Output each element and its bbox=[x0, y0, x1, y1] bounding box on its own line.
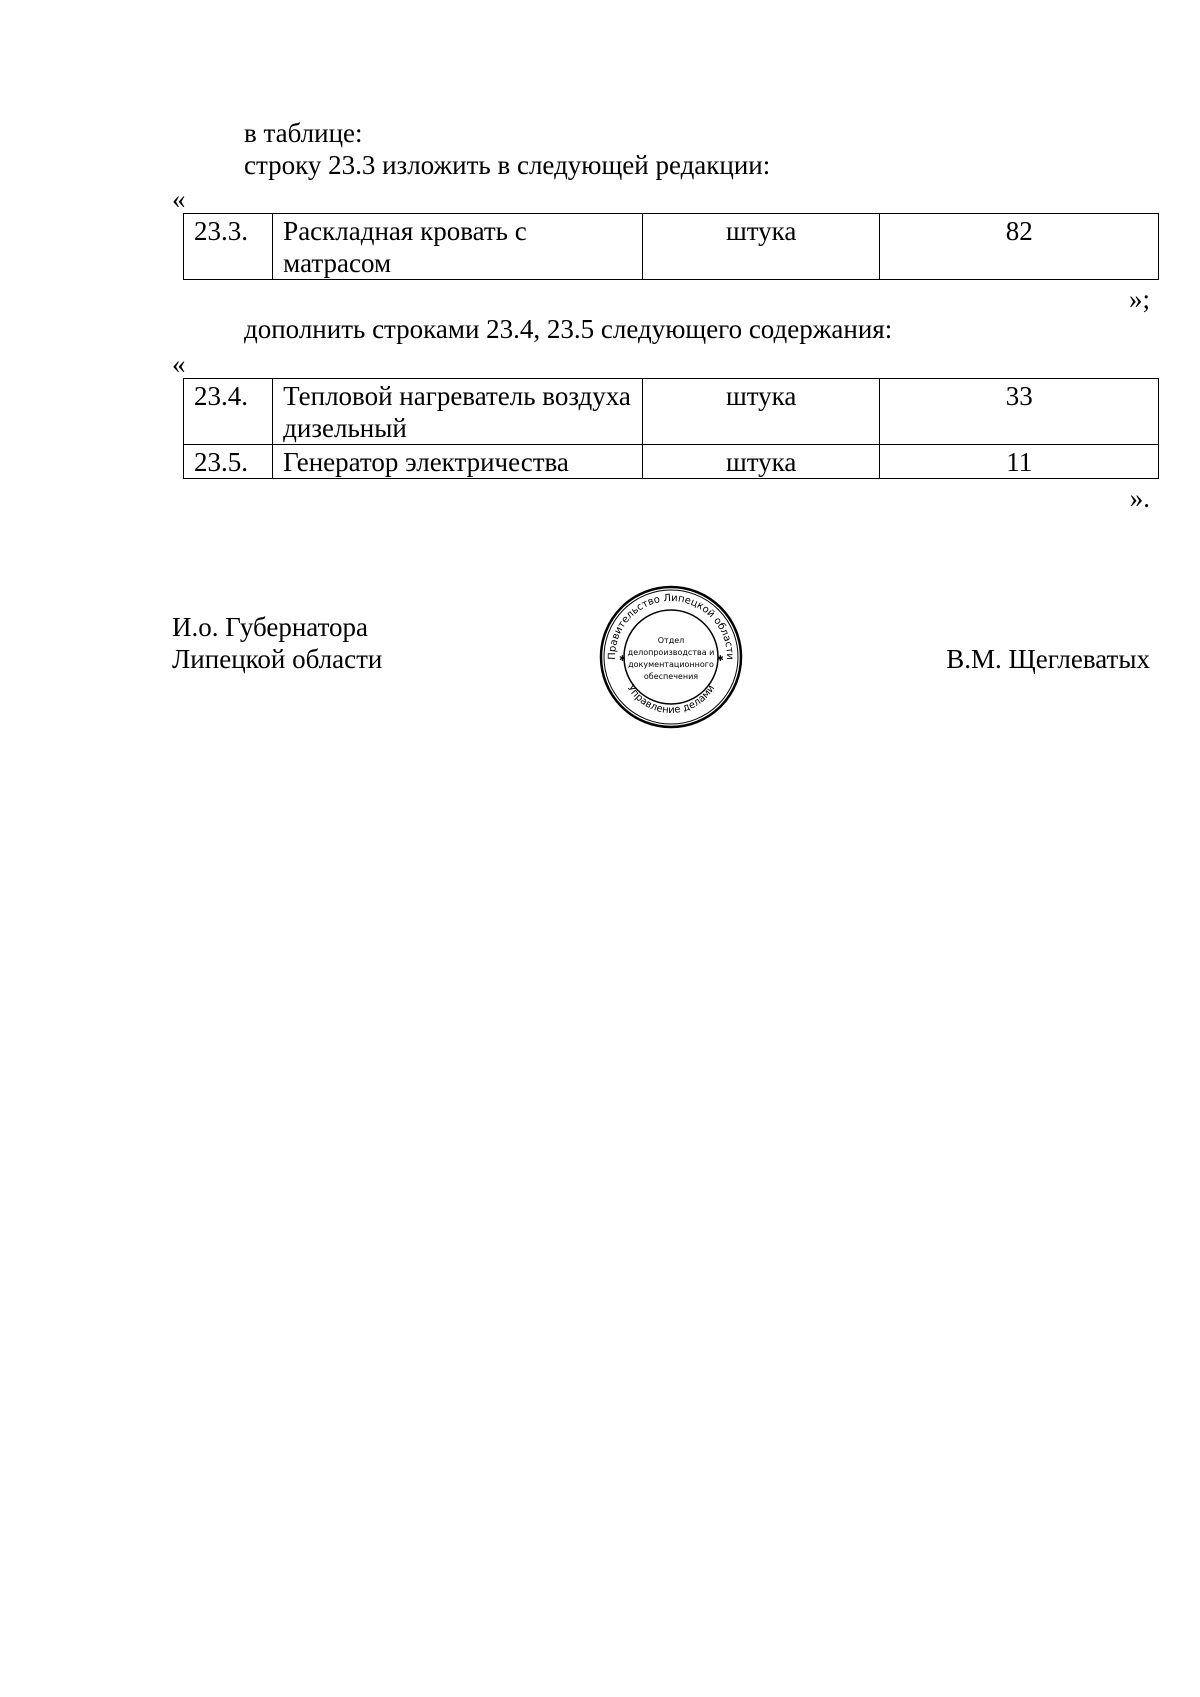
row-name: Раскладная кровать с матрасом bbox=[273, 214, 643, 280]
row-unit: штука bbox=[642, 445, 879, 479]
row-quantity: 11 bbox=[880, 445, 1159, 479]
svg-text:Управление делами bbox=[625, 683, 717, 716]
table-row bbox=[184, 445, 1159, 479]
intro-line-2: строку 23.3 изложить в следующей редакции: bbox=[244, 150, 771, 180]
stamp-inner-line-2: делопроизводства и bbox=[627, 648, 715, 657]
intro-line-1: в таблице: bbox=[244, 118, 363, 148]
row-number: 23.3. bbox=[184, 214, 273, 280]
closing-quote-2: ». bbox=[1129, 483, 1150, 513]
stamp-ring-bottom-text: Управление делами bbox=[624, 683, 718, 717]
opening-quote-1: « bbox=[172, 184, 186, 214]
row-quantity: 33 bbox=[880, 379, 1159, 445]
star-icon: ✱ bbox=[619, 654, 626, 663]
stamp-inner-line-3: документационного bbox=[628, 660, 714, 669]
row-name: Генератор электричества bbox=[273, 445, 643, 479]
row-number: 23.5. bbox=[184, 445, 273, 479]
table-rows-23-4-23-5 bbox=[183, 378, 1159, 479]
stamp-inner-line-1: Отдел bbox=[657, 636, 685, 645]
mid-text: дополнить строками 23.4, 23.5 следующего содержания: bbox=[244, 314, 893, 344]
stamp-ring-top-text: Правительство Липецкой области bbox=[606, 592, 736, 660]
star-icon: ✱ bbox=[717, 654, 724, 663]
signatory-name: В.М. Щеглеватых bbox=[946, 644, 1150, 674]
row-name: Тепловой нагреватель воздуха дизельный bbox=[273, 379, 643, 445]
row-quantity: 82 bbox=[880, 214, 1159, 280]
stamp-inner-line-4: обеспечения bbox=[643, 672, 699, 681]
row-number: 23.4. bbox=[184, 379, 273, 445]
row-unit: штука bbox=[642, 379, 879, 445]
opening-quote-2: « bbox=[172, 349, 186, 379]
table-row bbox=[184, 379, 1159, 445]
closing-quote-1: »; bbox=[1128, 284, 1150, 314]
official-stamp bbox=[599, 585, 743, 729]
row-unit: штука bbox=[642, 214, 879, 280]
table-row-23-3 bbox=[183, 213, 1159, 280]
table-row bbox=[184, 214, 1159, 280]
signatory-title-line-2: Липецкой области bbox=[172, 644, 383, 674]
signatory-title-line-1: И.о. Губернатора bbox=[172, 612, 369, 642]
